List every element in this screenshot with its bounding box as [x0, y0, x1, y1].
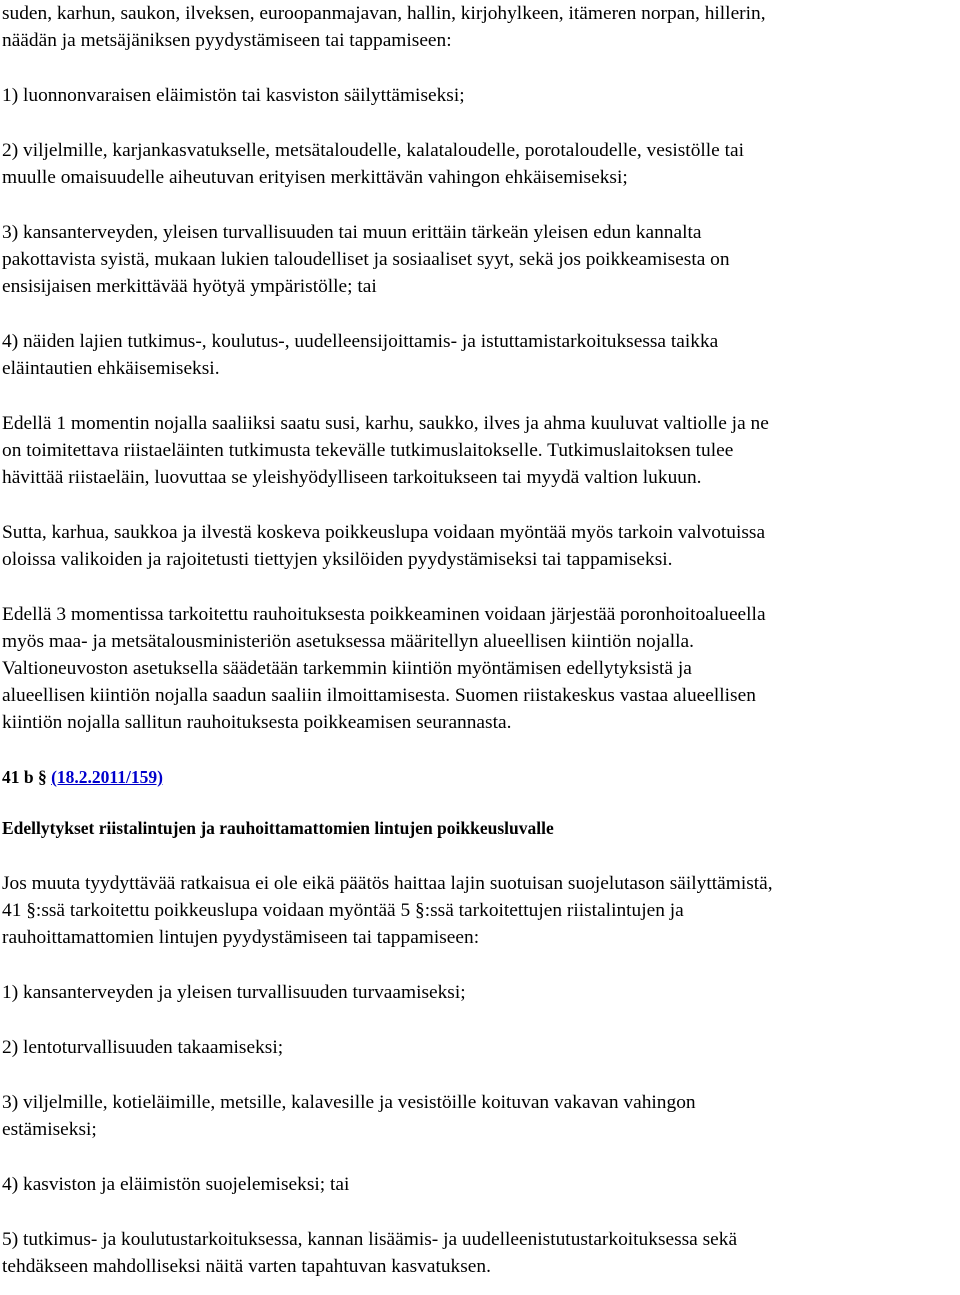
list-item-4	[2, 328, 958, 382]
bird-list-item-2	[2, 1034, 958, 1061]
text-line: myös maa- ja metsätalousministeriön asetuksessa määritellyn alueellisen kiintiön nojalla.	[2, 631, 694, 652]
list-item-1	[2, 82, 958, 109]
document-page	[2, 0, 958, 1280]
text-line: oloissa valikoiden ja rajoitetusti tiettyjen yksilöiden pyydystämiseksi tai tappamiseksi.	[2, 549, 673, 570]
text-line: 41 §:ssä tarkoitettu poikkeuslupa voidaan myöntää 5 §:ssä tarkoitettujen riistalintujen ja	[2, 900, 684, 921]
bird-list-item-1	[2, 979, 958, 1006]
text-line: 5) tutkimus- ja koulutustarkoituksessa, kannan lisäämis- ja uudelleenistutustarkoituksessa sekä	[2, 1229, 738, 1250]
text-line: hävittää riistaeläin, luovuttaa se yleishyödylliseen tarkoitukseen tai myydä valtion lukuun.	[2, 467, 702, 488]
text-line: 1) luonnonvaraisen eläimistön tai kasviston säilyttämiseksi;	[2, 85, 465, 106]
text-line: Jos muuta tyydyttävää ratkaisua ei ole eikä päätös haittaa lajin suotuisan suojelutason säilyttämistä,	[2, 873, 773, 894]
text-line: Valtioneuvoston asetuksella säädetään tarkemmin kiintiön myöntämisen edellytyksistä ja	[2, 658, 692, 679]
text-line: on toimitettava riistaeläinten tutkimusta tekevälle tutkimuslaitokselle. Tutkimuslaitoksen tulee	[2, 440, 734, 461]
amendment-link[interactable]: (18.2.2011/159)	[51, 767, 163, 787]
text-line: tehdäkseen mahdolliseksi näitä varten tapahtuvan kasvatuksen.	[2, 1256, 491, 1277]
paragraph-supervised-conditions	[2, 519, 958, 573]
text-line: estämiseksi;	[2, 1119, 97, 1140]
paragraph-bird-exception	[2, 870, 958, 951]
text-line: 1) kansanterveyden ja yleisen turvallisuuden turvaamiseksi;	[2, 982, 466, 1003]
bird-list-item-3	[2, 1089, 958, 1143]
list-item-3	[2, 219, 958, 300]
text-line: pakottavista syistä, mukaan lukien taloudelliset ja sosiaaliset syyt, sekä jos poikkeamisesta on	[2, 249, 730, 270]
text-line: rauhoittamattomien lintujen pyydystämiseen tai tappamiseen:	[2, 927, 480, 948]
text-line: 3) kansanterveyden, yleisen turvallisuuden tai muun erittäin tärkeän yleisen edun kannalta	[2, 222, 702, 243]
paragraph-captured-animals	[2, 410, 958, 491]
text-line: eläintautien ehkäisemiseksi.	[2, 358, 220, 379]
section-number: 41 b	[2, 767, 34, 787]
paragraph-intro-continuation	[2, 0, 958, 54]
text-line: suden, karhun, saukon, ilveksen, euroopanmajavan, hallin, kirjohylkeen, itämeren norpan, hillerin,	[2, 3, 766, 24]
section-heading	[2, 764, 958, 791]
bird-list-item-4	[2, 1171, 958, 1198]
text-line: Sutta, karhua, saukkoa ja ilvestä koskeva poikkeuslupa voidaan myöntää myös tarkoin valvotuissa	[2, 522, 766, 543]
text-line: näädän ja metsäjäniksen pyydystämiseen tai tappamiseen:	[2, 30, 452, 51]
text-line: 3) viljelmille, kotieläimille, metsille, kalavesille ja vesistöille koituvan vakavan vahingon	[2, 1092, 696, 1113]
paragraph-regional-quota	[2, 601, 958, 736]
text-line: Edellä 1 momentin nojalla saaliiksi saatu susi, karhu, saukko, ilves ja ahma kuuluvat valtiolle ja ne	[2, 413, 769, 434]
list-item-2	[2, 137, 958, 191]
text-line: muulle omaisuudelle aiheutuvan erityisen merkittävän vahingon ehkäisemiseksi;	[2, 167, 628, 188]
text-line: Edellä 3 momentissa tarkoitettu rauhoituksesta poikkeaminen voidaan järjestää poronhoitoalueella	[2, 604, 766, 625]
text-line: 4) näiden lajien tutkimus-, koulutus-, uudelleensijoittamis- ja istuttamistarkoituksessa taikka	[2, 331, 719, 352]
bird-list-item-5	[2, 1226, 958, 1280]
section-title: Edellytykset riistalintujen ja rauhoittamattomien lintujen poikkeusluvalle	[2, 818, 554, 838]
text-line: 2) lentoturvallisuuden takaamiseksi;	[2, 1037, 284, 1058]
section-symbol: §	[37, 767, 47, 787]
text-line: alueellisen kiintiön nojalla saadun saaliin ilmoittamisesta. Suomen riistakeskus vastaa alueellisen	[2, 685, 756, 706]
text-line: 2) viljelmille, karjankasvatukselle, metsätaloudelle, kalataloudelle, porotaloudelle, vesistölle tai	[2, 140, 744, 161]
text-line: 4) kasviston ja eläimistön suojelemiseksi; tai	[2, 1174, 350, 1195]
text-line: ensisijaisen merkittävää hyötyä ympäristölle; tai	[2, 276, 377, 297]
text-line: kiintiön nojalla sallitun rauhoituksesta poikkeamisen seurannasta.	[2, 712, 512, 733]
